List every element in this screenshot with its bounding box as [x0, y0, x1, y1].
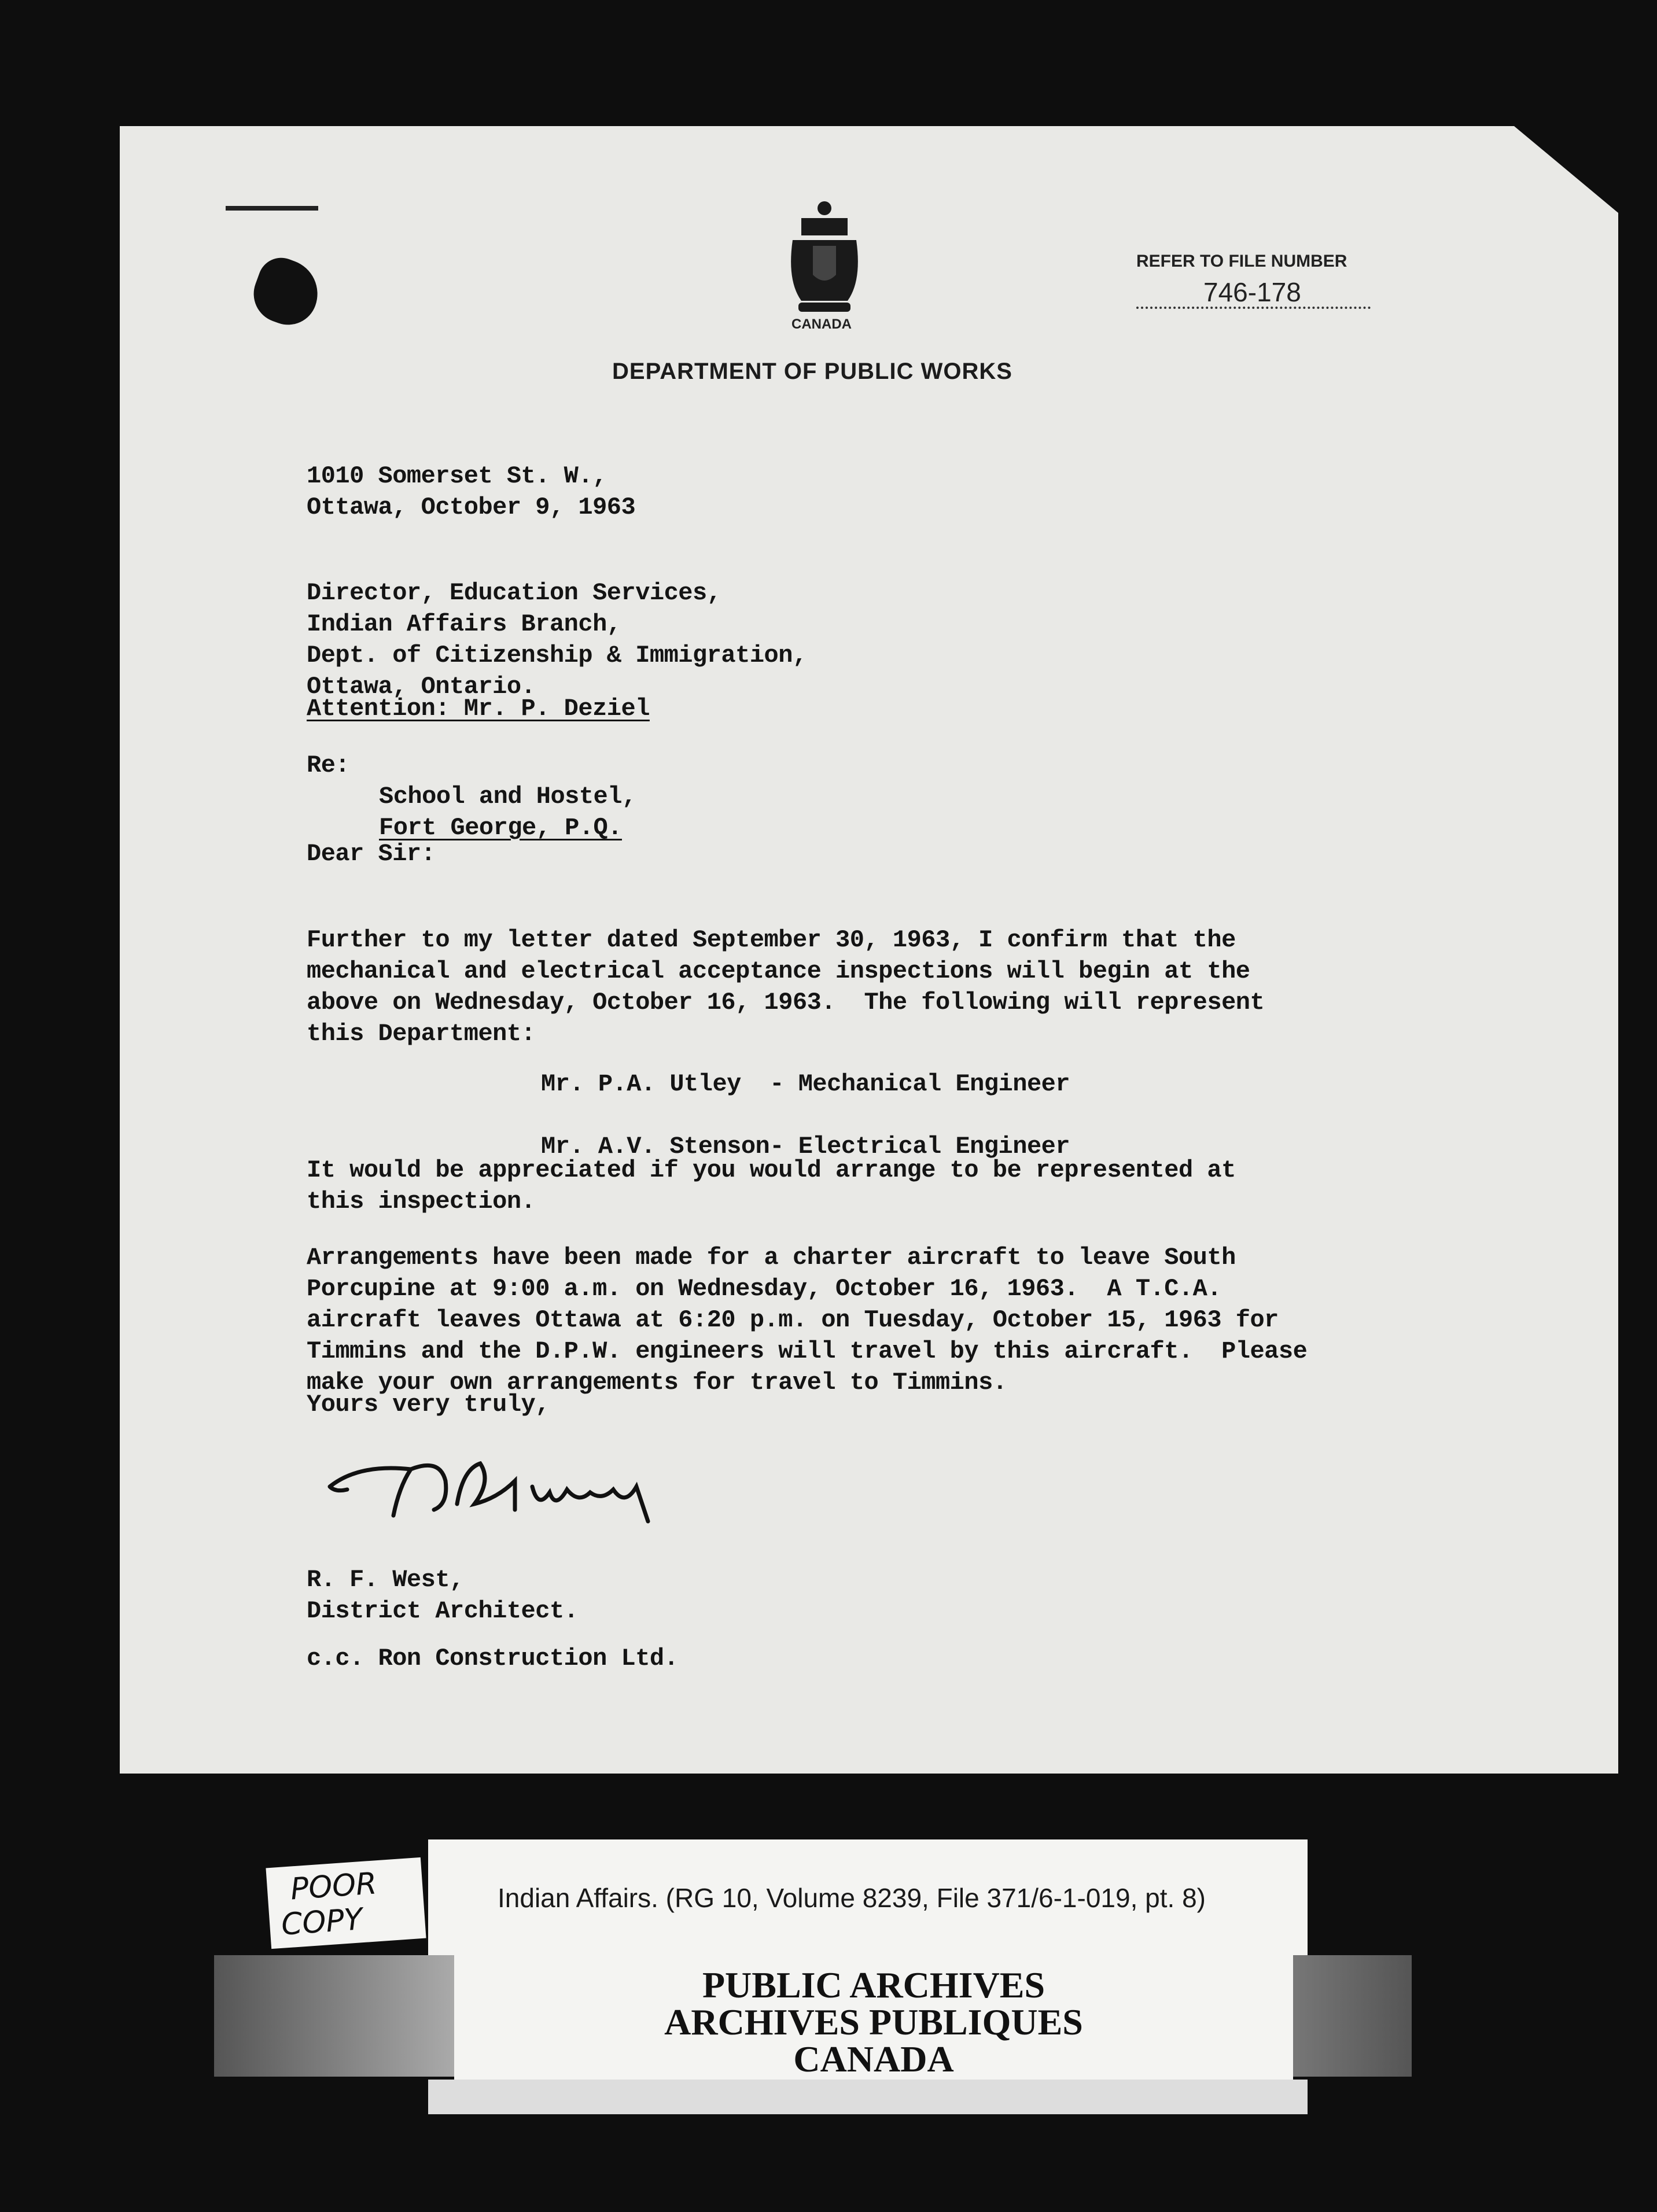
engineer-role: Mechanical Engineer [798, 1070, 1070, 1098]
stamp-line: CANADA [793, 2038, 954, 2080]
archives-stamp [454, 1955, 1293, 2080]
paragraph-1 [307, 893, 1264, 1049]
salutation: Dear Sir: [307, 840, 436, 868]
sender-address [307, 429, 635, 523]
engineer-name: Mr. P.A. Utley - [541, 1070, 784, 1098]
paragraph-2 [307, 1123, 1236, 1217]
file-ref-label: REFER TO FILE NUMBER [1136, 252, 1347, 271]
engineer-role: Electrical Engineer [798, 1133, 1070, 1160]
address-line: Ottawa, October 9, 1963 [307, 493, 636, 521]
citation-text: Indian Affairs. (RG 10, Volume 8239, File 371/6-1-019, pt. 8) [498, 1883, 1206, 1913]
signatory-name: R. F. West, [307, 1566, 464, 1594]
recipient-line: Director, Education Services, [307, 579, 721, 607]
text-line: Timmins and the D.P.W. engineers will travel by this aircraft. Please [307, 1337, 1308, 1365]
re-line: Fort George, P.Q. [379, 814, 622, 842]
engineer-name: Mr. A.V. Stenson- [541, 1133, 784, 1160]
text-line: Arrangements have been made for a charter aircraft to leave South [307, 1244, 1236, 1271]
citation-label [428, 1839, 1308, 1955]
text-line: Further to my letter dated September 30, 1963, I confirm that the [307, 926, 1236, 954]
file-number: 746-178 [1203, 277, 1301, 307]
text-line: this inspection. [307, 1188, 536, 1215]
recipient-line: Indian Affairs Branch, [307, 610, 621, 638]
coat-of-arms-icon [787, 200, 862, 315]
signatory-block [307, 1533, 578, 1627]
poor-copy-line: POOR [289, 1866, 378, 1907]
recipient-line: Dept. of Citizenship & Immigration, [307, 642, 807, 669]
re-subject [379, 750, 636, 843]
text-line: mechanical and electrical acceptance inspections will begin at the [307, 957, 1250, 985]
text-line: above on Wednesday, October 16, 1963. The following will represent [307, 989, 1265, 1016]
dash-mark [226, 206, 318, 211]
bottom-label-edge [428, 2080, 1308, 2114]
text-line: make your own arrangements for travel to Timmins. [307, 1369, 1007, 1396]
handwritten-signature [324, 1446, 700, 1533]
stamp-line: ARCHIVES PUBLIQUES [664, 2001, 1083, 2043]
address-line: 1010 Somerset St. W., [307, 462, 607, 490]
paragraph-3 [307, 1211, 1307, 1398]
closing: Yours very truly, [307, 1391, 550, 1418]
text-line: this Department: [307, 1020, 536, 1048]
recipient-line: Ottawa, Ontario. [307, 673, 536, 701]
text-line: aircraft leaves Ottawa at 6:20 p.m. on Tuesday, October 15, 1963 for [307, 1306, 1279, 1334]
stamp-line: PUBLIC ARCHIVES [702, 1964, 1045, 2005]
department-title: DEPARTMENT OF PUBLIC WORKS [612, 359, 1012, 384]
recipient-block [307, 546, 807, 702]
text-line: It would be appreciated if you would arrange to be represented at [307, 1156, 1236, 1184]
attention-line: Attention: Mr. P. Deziel [307, 695, 650, 722]
engineer-row [541, 1068, 1070, 1100]
file-number-line [1136, 307, 1371, 309]
poor-copy-tag [266, 1857, 426, 1949]
re-label: Re: [307, 751, 350, 779]
poor-copy-line: COPY [280, 1902, 364, 1942]
signatory-title: District Architect. [307, 1597, 579, 1625]
carbon-copy: c.c. Ron Construction Ltd. [307, 1645, 679, 1672]
text-line: Porcupine at 9:00 a.m. on Wednesday, October 16, 1963. A T.C.A. [307, 1275, 1222, 1303]
country-label: CANADA [791, 316, 852, 332]
re-line: School and Hostel, [379, 783, 636, 810]
